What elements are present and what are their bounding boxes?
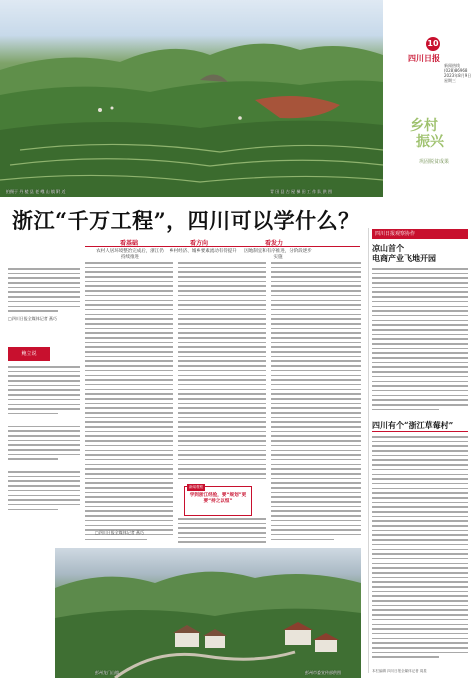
quote-tag: 新闻观察: [189, 485, 203, 489]
right-title-2: 四川有个“浙江草莓村”: [372, 420, 454, 430]
page-number: 10: [426, 37, 440, 51]
right-title-2-rule: [372, 431, 468, 432]
intro-text-block: [8, 268, 80, 313]
section-title: [410, 118, 444, 150]
terraced-landscape-image: [0, 0, 383, 197]
meta-line-4: 星期三: [444, 78, 456, 83]
subhead-3-desc: 因地制宜和有序推进，分阶段逐步实施: [244, 249, 312, 260]
subhead-2-desc: 乡村经济、城乡要素流动有待提升: [169, 249, 237, 254]
meta-line-1: 新闻热线: [444, 63, 460, 68]
hero-caption-left: 拍摄于 丹 棱 县 老 峨 山 镇 附 近: [6, 189, 66, 194]
section-subtitle: 巩固脱贫成果: [419, 159, 450, 165]
subhead-3-title: 看发力: [265, 240, 284, 247]
photo2-caption-left: 彭州龙门山镇: [95, 670, 119, 675]
paper-name: 四川日报: [408, 53, 440, 63]
body-column-2-bottom: [178, 518, 266, 546]
section-title-line2: 振兴: [416, 134, 444, 150]
subhead-1-title: 看基础: [120, 240, 139, 247]
body-column-3: [271, 262, 361, 546]
sidebar-label: 鲍立说: [8, 347, 50, 361]
village-image: [55, 548, 361, 678]
right-title-1-line1: 凉山首个: [372, 243, 404, 253]
meta-line-3: 2023年8月9日: [444, 73, 472, 78]
hero-photo: [0, 0, 383, 197]
subhead-1-desc: 农村人居环境整治完成后，浙江仍持续推进: [96, 249, 164, 260]
masthead: [385, 0, 474, 197]
right-article-1-text: [372, 268, 468, 413]
village-photo: [55, 548, 361, 678]
quote-box: [184, 486, 252, 516]
right-article-2-text: [372, 436, 468, 664]
body-column-1: [85, 262, 173, 542]
quote-text: 学到浙江经验，要“规划”更要“持之以恒”: [189, 493, 247, 504]
right-column-footer: 本栏编辑 四川日报全媒体记者 周星: [372, 669, 427, 673]
subhead-2-title: 看方向: [190, 240, 209, 247]
meta-line-2: (028)86968: [444, 68, 468, 73]
byline-mid: □四川日报全媒体记者 燕巧: [95, 530, 145, 535]
hero-caption-right: 青 田 县 古 屋 梯 田 工 作 队 供 图: [270, 189, 332, 194]
photo2-caption-right: 彭州市委宣传部供图: [305, 670, 341, 675]
right-title-1-line2: 电商产业飞地开园: [372, 253, 436, 263]
byline-top: □四川日报全媒体记者 燕巧: [8, 316, 58, 321]
body-column-2: [178, 262, 266, 482]
right-column-header: 四川日报观察协作: [372, 229, 468, 239]
article-headline: 浙江“千万工程”，四川可以学什么？: [12, 208, 360, 233]
right-column-divider: [368, 228, 369, 673]
section-title-line1: 乡村: [410, 118, 438, 134]
